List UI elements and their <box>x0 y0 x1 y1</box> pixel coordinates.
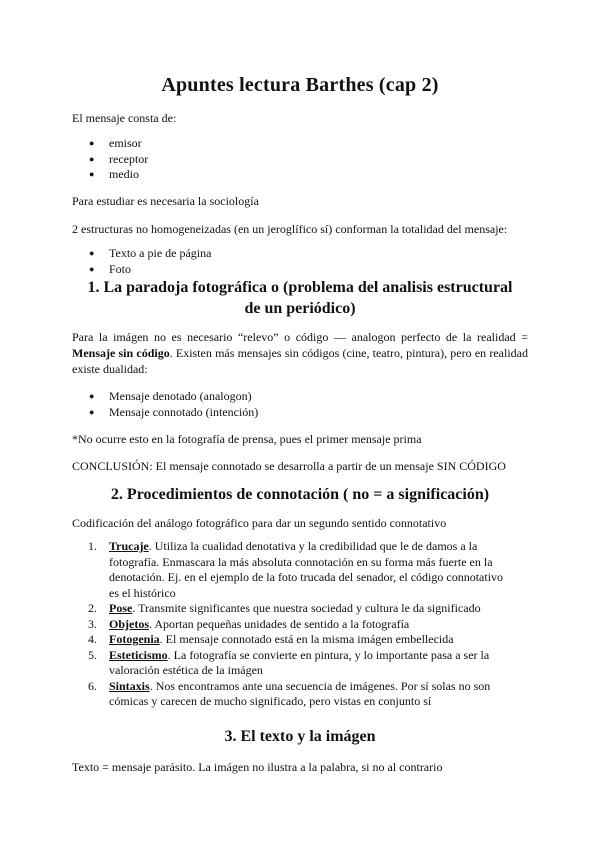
estructuras-list <box>72 246 211 277</box>
list-item <box>72 601 512 617</box>
estructuras-text: 2 estructuras no homogeneizadas (en un jeroglífico sí) conforman la totalidad del mensaje: <box>72 222 508 236</box>
section1-conclusion: CONCLUSIÓN: El mensaje connotado se desarrolla a partir de un mensaje SIN CÓDIGO <box>72 459 506 473</box>
section1-para-bold: Mensaje sin código <box>72 346 170 360</box>
intro-text: El mensaje consta de: <box>72 111 177 125</box>
item-term: Pose <box>109 601 133 615</box>
list-item <box>72 539 512 601</box>
item-text: . La fotografía se convierte en pintura, y lo importante pasa a ser la valoración estética de la imágen <box>109 647 490 677</box>
list-item: ● Foto <box>72 262 211 278</box>
list-item <box>72 617 512 633</box>
section1-heading <box>72 277 528 319</box>
section3-heading: 3. El texto y la imágen <box>224 728 376 745</box>
document-title: Apuntes lectura Barthes (cap 2) <box>161 74 439 96</box>
intro-list <box>72 136 148 183</box>
list-item <box>72 632 512 648</box>
list-item: ● emisor <box>72 136 148 152</box>
item-text: . Aportan pequeñas unidades de sentido a la fotografía <box>149 616 410 631</box>
section1-heading-line1: 1. La paradoja fotográfica o (problema del analisis estructural <box>87 279 513 296</box>
list-item: ● receptor <box>72 152 148 168</box>
section1-heading-line2: de un periódico) <box>244 300 356 317</box>
item-term: Esteticismo <box>109 647 168 662</box>
item-text: . El mensaje connotado está en la misma imágen embellecida <box>159 632 454 646</box>
item-text: . Nos encontramos ante una secuencia de imágenes. Por sí solas no son cómicas y carecen de mucho significado, pero vistas en conjunto sí <box>109 678 491 708</box>
list-item: ● Mensaje denotado (analogon) <box>72 389 258 405</box>
list-item <box>72 648 512 679</box>
list-item: ● medio <box>72 167 148 183</box>
item-term: Sintaxis <box>109 678 150 693</box>
item-term: Objetos <box>109 616 149 631</box>
item-number: 1. <box>88 539 97 553</box>
item-text: . Utiliza la cualidad denotativa y la credibilidad que le de damos a la fotografía. Enmascara la más absoluta connotación en su forma más fuerte en la denotación. Ej. en el ejemplo de la foto trucada del senador, el código connotativo es el histórico <box>109 539 504 600</box>
section1-para-start: Para la imágen no es necesario “relevo” o código — analogon perfecto de la realidad = <box>72 330 528 344</box>
section1-para-end: . Existen más mensajes sin códigos (cine, teatro, pintura), pero en realidad existe dualidad: <box>72 346 528 376</box>
section3-paragraph: Texto = mensaje parásito. La imágen no ilustra a la palabra, si no al contrario <box>72 760 443 774</box>
item-text: . Transmite significantes que nuestra sociedad y cultura le da significado <box>132 601 481 615</box>
list-item <box>72 679 512 710</box>
item-term: Fotogenia <box>109 632 160 646</box>
item-number: 2. <box>88 601 97 615</box>
section2-list <box>72 539 512 710</box>
list-item: ● Texto a pie de página <box>72 246 211 262</box>
section2-intro: Codificación del análogo fotográfico para dar un segundo sentido connotativo <box>72 516 447 530</box>
section1-paragraph <box>72 329 528 377</box>
item-number: 6. <box>88 678 97 693</box>
sociologia-text: Para estudiar es necesaria la sociología <box>72 194 259 208</box>
section1-list <box>72 389 258 420</box>
item-number: 4. <box>88 632 97 646</box>
item-number: 5. <box>88 647 97 662</box>
item-number: 3. <box>88 616 97 631</box>
item-term: Trucaje <box>109 539 149 553</box>
list-item: ● Mensaje connotado (intención) <box>72 405 258 421</box>
section2-heading: 2. Procedimientos de connotación ( no = a significación) <box>110 486 490 503</box>
section1-note: *No ocurre esto en la fotografía de prensa, pues el primer mensaje prima <box>72 432 422 446</box>
